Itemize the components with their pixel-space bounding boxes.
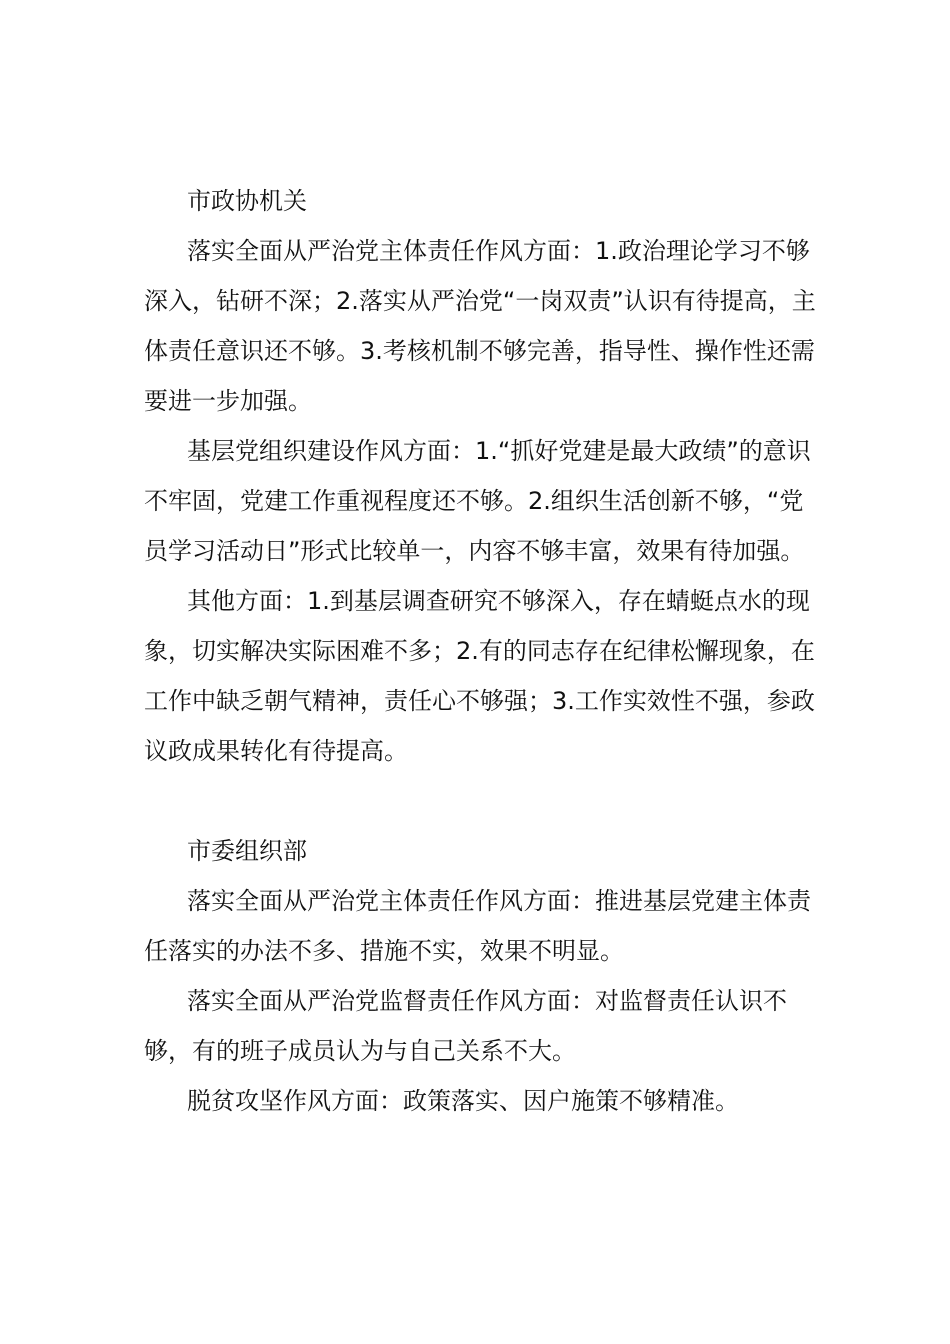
section-heading: 市委组织部: [187, 837, 307, 865]
paragraph: 其他方面：1.到基层调查研究不够深入，存在蜻蜓点水的现象，切实解决实际困难不多；2.有的同志存在纪律松懈现象，在工作中缺乏朝气精神，责任心不够强；3.工作实效性不强，参政议政成果转化有待提高。: [144, 587, 815, 765]
document-body: [144, 176, 820, 1126]
paragraph: 基层党组织建设作风方面：1.“抓好党建是最大政绩”的意识不牢固，党建工作重视程度还不够。2.组织生活创新不够，“党员学习活动日”形式比较单一，内容不够丰富，效果有待加强。: [144, 437, 811, 565]
paragraph: 落实全面从严治党监督责任作风方面：对监督责任认识不够，有的班子成员认为与自己关系不大。: [144, 987, 787, 1065]
section-heading: 市政协机关: [187, 187, 307, 215]
section-organization-department: [144, 826, 820, 1126]
paragraph: 落实全面从严治党主体责任作风方面：1.政治理论学习不够深入，钻研不深；2.落实从严治党“一岗双责”认识有待提高，主体责任意识还不够。3.考核机制不够完善，指导性、操作性还需要进一步加强。: [144, 237, 816, 415]
paragraph: 脱贫攻坚作风方面：政策落实、因户施策不够精准。: [187, 1087, 739, 1115]
paragraph: 落实全面从严治党主体责任作风方面：推进基层党建主体责任落实的办法不多、措施不实，效果不明显。: [144, 887, 811, 965]
section-municipal-cppcc: [144, 176, 820, 776]
